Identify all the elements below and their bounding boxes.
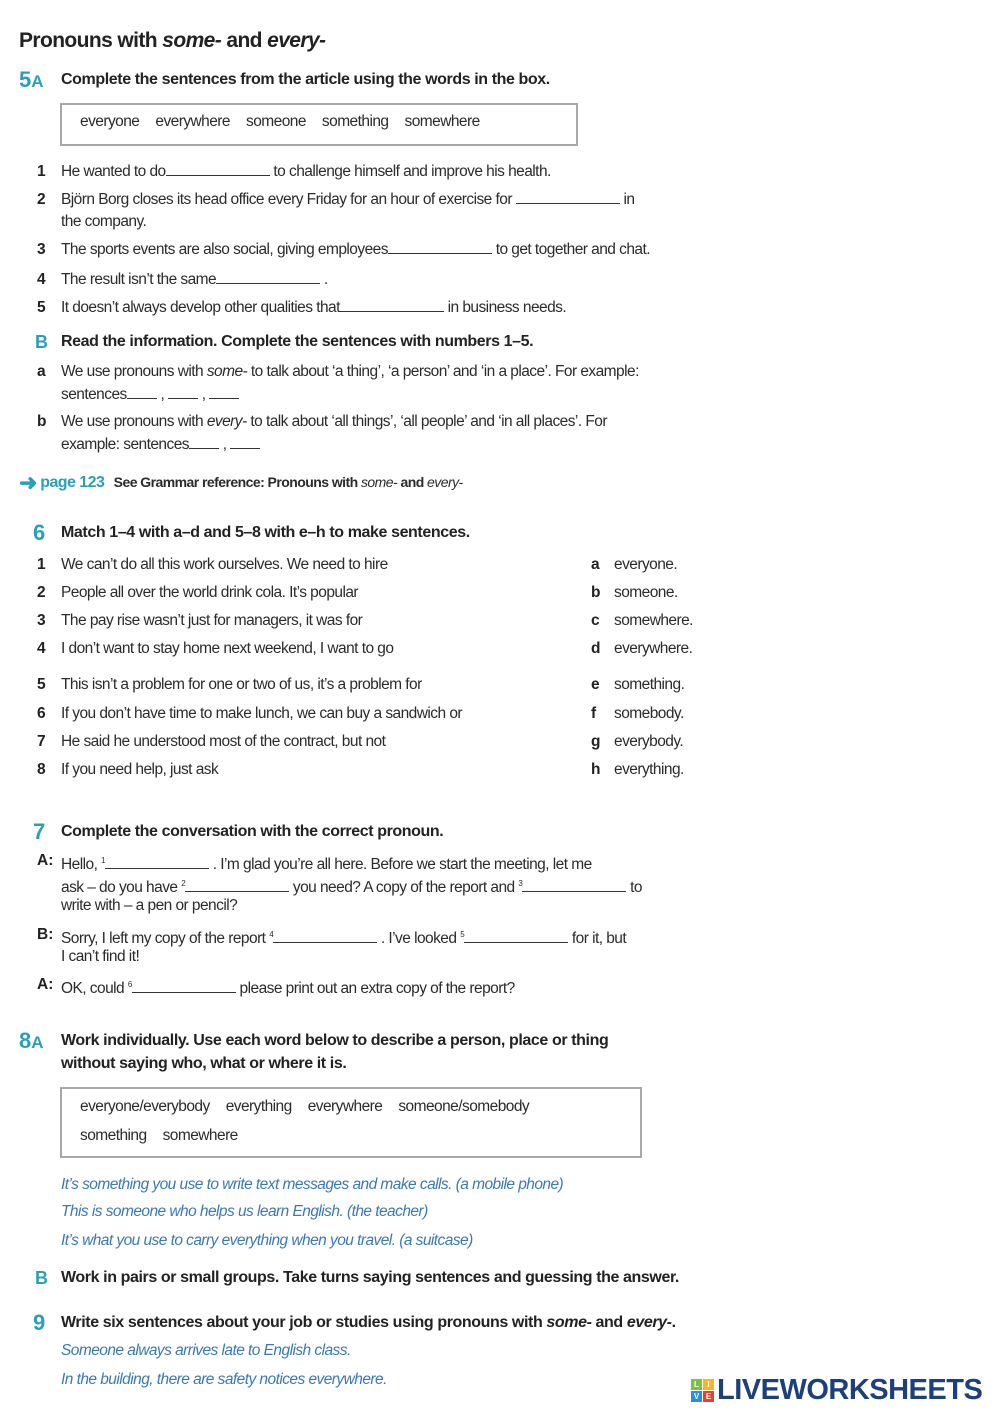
answer-blank[interactable] (216, 270, 320, 284)
match-ending[interactable]: somewhere. (614, 612, 693, 629)
answer-blank[interactable] (230, 435, 260, 449)
answer-blank[interactable] (209, 385, 239, 399)
grammar-reference: ➜ page 123 See Grammar reference: Pronouns with some- and every- (19, 470, 463, 495)
item-number: 3 (37, 241, 46, 258)
title-italic: every- (267, 29, 326, 52)
answer-blank[interactable] (522, 878, 626, 892)
match-ending[interactable]: someone. (614, 584, 678, 601)
answer-blank[interactable] (127, 385, 157, 399)
match-stem[interactable]: People all over the world drink cola. It’s popular (61, 584, 359, 601)
box-word: something (321, 113, 389, 130)
answer-blank[interactable] (516, 190, 620, 204)
sentence-5a-4: The result isn’t the same . (61, 271, 328, 288)
rule-b-cont: example: sentences , (61, 435, 260, 455)
item-letter: e (591, 676, 600, 693)
item-number: 2 (37, 191, 46, 208)
example-sentence: It’s what you use to carry everything when you travel. (a suitcase) (61, 1232, 473, 1249)
exercise-9-number: 9 (33, 1310, 46, 1335)
example-sentence: Someone always arrives late to English class. (61, 1342, 351, 1359)
conversation-line: write with – a pen or pencil? (61, 897, 238, 914)
liveworksheets-logo: L I V E LIVEWORKSHEETS (691, 1374, 982, 1407)
item-letter: c (591, 612, 600, 629)
answer-blank[interactable] (168, 385, 198, 399)
title-text: and (221, 29, 268, 52)
match-stem[interactable]: If you need help, just ask (61, 761, 219, 778)
logo-tiles-icon: L I V E (691, 1379, 714, 1402)
conversation-line: OK, could $^6$ please print out an extra copy of the report? (61, 980, 515, 998)
item-letter: f (591, 705, 597, 722)
item-number: 8 (37, 761, 46, 778)
sentence-5a-2: Björn Borg closes its head office every Friday for an hour of exercise for in (61, 191, 635, 208)
match-ending[interactable]: everywhere. (614, 640, 693, 657)
item-number: 4 (37, 271, 46, 288)
item-letter: a (591, 556, 600, 573)
answer-blank[interactable] (105, 855, 209, 869)
answer-blank[interactable] (340, 298, 444, 312)
rule-a: We use pronouns with some- to talk about ‘a thing’, ‘a person’ and ‘in a place’. For example: (61, 363, 639, 380)
sentence-5a-5: It doesn’t always develop other qualities that in business needs. (61, 299, 567, 316)
example-sentence: It’s something you use to write text messages and make calls. (a mobile phone) (61, 1176, 564, 1193)
answer-blank[interactable] (166, 162, 270, 176)
match-ending[interactable]: somebody. (614, 705, 684, 722)
match-stem[interactable]: He said he understood most of the contract, but not (61, 733, 386, 750)
title-italic: some- (162, 29, 222, 52)
word-box-row: everyone/everybody everything everywhere someone/somebody (80, 1098, 530, 1115)
match-stem[interactable]: If you don’t have time to make lunch, we can buy a sandwich or (61, 705, 462, 722)
match-ending[interactable]: everybody. (614, 733, 684, 750)
example-sentence: In the building, there are safety notices everywhere. (61, 1371, 387, 1388)
item-number: 1 (37, 163, 46, 180)
conversation-line: Sorry, I left my copy of the report $^4$ . I’ve looked $^5$ for it, but (61, 930, 627, 948)
exercise-6-number: 6 (33, 520, 46, 545)
exercise-8a-instruction-cont: without saying who, what or where it is. (61, 1055, 347, 1072)
match-ending[interactable]: everything. (614, 761, 684, 778)
item-number: 7 (37, 733, 46, 750)
box-word: everywhere (155, 113, 230, 130)
sentence-5a-2-cont: the company. (61, 213, 147, 230)
item-number: 2 (37, 584, 46, 601)
item-number: 4 (37, 640, 46, 657)
box-word: someone (246, 113, 306, 130)
sentence-5a-3: The sports events are also social, giving employees to get together and chat. (61, 241, 650, 258)
page-reference-link[interactable]: page 123 (40, 474, 105, 491)
answer-blank[interactable] (273, 929, 377, 943)
match-ending[interactable]: something. (614, 676, 685, 693)
answer-blank[interactable] (189, 435, 219, 449)
rule-b: We use pronouns with every- to talk about ‘all things’, ‘all people’ and ‘in all places’. For (61, 413, 607, 430)
match-stem[interactable]: This isn’t a problem for one or two of us, it’s a problem for (61, 676, 422, 693)
item-letter: d (591, 640, 601, 657)
exercise-7-instruction: Complete the conversation with the correct pronoun. (61, 823, 444, 840)
item-number: 3 (37, 612, 46, 629)
exercise-9-instruction: Write six sentences about your job or studies using pronouns with some- and every-. (61, 1314, 676, 1331)
example-sentence: This is someone who helps us learn English. (the teacher) (61, 1203, 428, 1220)
answer-blank[interactable] (388, 240, 492, 254)
answer-blank[interactable] (132, 979, 236, 993)
item-letter: b (37, 413, 47, 430)
speaker-b: B: (37, 926, 54, 943)
conversation-line: Hello, $^1$ . I’m glad you’re all here. Before we start the meeting, let me (61, 856, 592, 874)
exercise-8a-instruction: Work individually. Use each word below to describe a person, place or thing (61, 1032, 609, 1049)
exercise-5a-number: 5A (19, 67, 44, 92)
arrow-right-icon: ➜ (19, 470, 37, 495)
exercise-5b-letter: B (35, 332, 48, 352)
item-number: 5 (37, 676, 46, 693)
exercise-8b-letter: B (35, 1268, 48, 1288)
conversation-line: I can’t find it! (61, 948, 140, 965)
sentence-5a-1: He wanted to do to challenge himself and improve his health. (61, 163, 551, 180)
match-ending[interactable]: everyone. (614, 556, 678, 573)
box-word: everyone (80, 113, 140, 130)
exercise-7-number: 7 (33, 819, 46, 844)
page-title (19, 28, 325, 54)
conversation-line: ask – do you have $^2$ you need? A copy of the report and $^3$ to (61, 879, 642, 897)
word-box-row: something somewhere (80, 1127, 238, 1144)
item-number: 5 (37, 299, 46, 316)
rule-a-cont: sentences , , (61, 385, 239, 405)
exercise-5b-instruction: Read the information. Complete the sentences with numbers 1–5. (61, 333, 534, 350)
answer-blank[interactable] (464, 929, 568, 943)
box-word: somewhere (404, 113, 480, 130)
answer-blank[interactable] (185, 878, 289, 892)
match-stem[interactable]: I don’t want to stay home next weekend, I want to go (61, 640, 394, 657)
word-box-words (80, 112, 480, 132)
exercise-5a-instruction: Complete the sentences from the article using the words in the box. (61, 71, 550, 88)
item-letter: h (591, 761, 601, 778)
item-letter: a (37, 363, 46, 380)
title-text: Pronouns with (19, 29, 163, 52)
exercise-6-instruction: Match 1–4 with a–d and 5–8 with e–h to make sentences. (61, 524, 470, 541)
item-letter: b (591, 584, 601, 601)
item-number: 1 (37, 556, 46, 573)
item-letter: g (591, 733, 601, 750)
speaker-a: A: (37, 852, 54, 869)
speaker-a: A: (37, 976, 54, 993)
item-number: 6 (37, 705, 46, 722)
exercise-8a-number: 8A (19, 1028, 44, 1053)
match-stem[interactable]: We can’t do all this work ourselves. We need to hire (61, 556, 388, 573)
exercise-8b-instruction: Work in pairs or small groups. Take turns saying sentences and guessing the answer. (61, 1269, 679, 1286)
match-stem[interactable]: The pay rise wasn’t just for managers, it was for (61, 612, 363, 629)
